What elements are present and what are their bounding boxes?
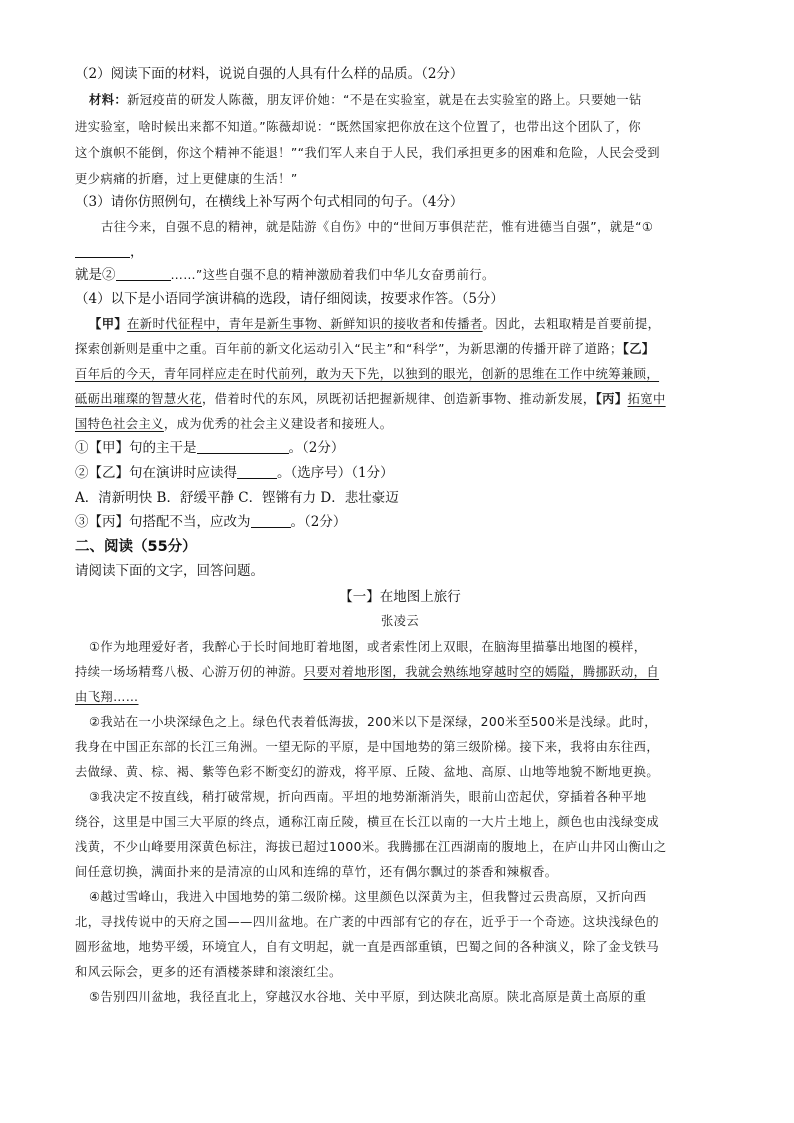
q4-question: （4）以下是小语同学演讲稿的选段，请仔细阅读，按要求作答。（5分）: [75, 291, 504, 307]
tag-yi: 【乙】: [622, 342, 655, 356]
sub3-prompt: ③【丙】句搭配不当，应改为: [75, 514, 251, 530]
sub1-score: 。（2分）: [288, 440, 345, 456]
sentence-bing: 拓宽中: [627, 392, 666, 406]
article-p4-line-4: 和风云际会，更多的还有酒楼茶肆和滚滚红尘。: [75, 965, 342, 979]
q3-line-3: [75, 265, 725, 285]
article-title: 【一】在地图上旅行: [339, 589, 461, 605]
material-text: 新冠疫苗的研发人陈薇，朋友评价她：“不是在实验室，就是在去实验室的路上。只要她一钻: [127, 93, 642, 107]
material-label: 材料：: [89, 93, 128, 107]
answer-blank-jia[interactable]: [197, 439, 289, 454]
answer-blank-yi[interactable]: [237, 464, 277, 479]
speech-text: 。因此，去粗取精是首要前提，: [482, 317, 661, 331]
sub1-prompt: ①【甲】句的主干是: [75, 440, 197, 456]
article-p4-line-2: 北，寻找传说中的天府之国——四川盆地。在广袤的中西部有它的存在，近乎于一个奇迹。这块浅绿色的: [75, 915, 660, 929]
sub2-score: 。（选序号）（1分）: [277, 465, 394, 481]
article-p3-line-2: 绕谷，这里是中国三大平原的终点，通称江南丘陵，横亘在长江以南的一大片土地上，颜色也由浅绿变成: [75, 815, 660, 829]
article-p2-line-2: 我身在中国正东部的长江三角洲。一望无际的平原，是中国地势的第三级阶梯。接下来，我将由东往西，: [75, 740, 660, 754]
section-heading: 二、阅读（55分）: [75, 539, 197, 555]
sub3-score: 。（2分）: [290, 514, 347, 530]
q3-line3-end: ……”这些自强不息的精神激励着我们中华儿女奋勇前行。: [170, 268, 495, 282]
sentence-bing-cont: 国特色社会主义: [75, 417, 164, 431]
article-p1-line-1: ①作为地理爱好者，我醉心于长时间地盯着地图，或者索性闭上双眼，在脑海里描摹出地图的模样，: [89, 640, 647, 654]
speech-text: ，成为优秀的社会主义建设者和接班人。: [163, 417, 393, 431]
article-p1-line-3: 由飞翔……: [75, 690, 139, 704]
q3-question: （3）请你仿照例句，在横线上补写两个句式相同的句子。（4分）: [75, 194, 464, 210]
q4-speech-line-4: [75, 389, 725, 409]
q4-sub-2: [75, 463, 725, 483]
q4-speech-line-1: [89, 314, 725, 334]
q4-sub-3: [75, 512, 725, 532]
article-p2-line-3: 去做绿、黄、棕、褐、紫等色彩不断变幻的游戏，将平原、丘陵、盆地、高原、山地等地貌不断地更换。: [75, 765, 660, 779]
article-p1-line-2: [75, 662, 725, 682]
q4-speech-line-2: [75, 339, 725, 359]
q4-options: A．清新明快 B．舒缓平静 C．铿锵有力 D．悲壮豪迈: [75, 490, 399, 506]
underlined-sentence: 只要对着地形图，我就会熟练地穿越时空的嫣隘，腾挪跃动，自: [303, 665, 660, 679]
q4-speech-line-5: [75, 414, 725, 434]
speech-text: ，借着时代的东风，夙既初话把握新规律、创造新事物、推动新发展，: [201, 392, 596, 406]
article-p3-line-3: 浅黄，不少山峰要用深黄色标注，海拔已超过1000米。我腾挪在江西湖南的腹地上，在庐山井冈山衡山之: [75, 840, 667, 854]
tag-jia: 【甲】: [89, 317, 128, 331]
q2-material-line-2: 进实验室，啥时候出来都不知道。”陈薇却说：“既然国家把你放在这个位置了，也带出这个团队了，你: [75, 120, 642, 134]
q2-material-line-4: 更少病痛的折磨，过上更健康的生活！”: [75, 172, 298, 186]
article-p3-line-1: ③我决定不按直线，稍打破常规，折向西南。平坦的地势渐渐消失，眼前山峦起伏，穿插着各种平地: [89, 790, 647, 804]
q3-blank-line: [75, 242, 725, 262]
q3-line3-start: 就是②: [75, 267, 116, 283]
answer-blank-bing[interactable]: [251, 513, 291, 528]
article-p5-line-1: ⑤告别四川盆地，我径直北上，穿越汉水谷地、关中平原，到达陕北高原。陕北高原是黄土高原的重: [89, 990, 647, 1004]
q2-question: （2）阅读下面的材料，说说自强的人具有什么样的品质。（2分）: [75, 66, 464, 82]
q4-sub-1: [75, 438, 725, 458]
article-author: 张凌云: [380, 614, 420, 628]
answer-blank-1[interactable]: [75, 243, 130, 258]
tag-bing: 【丙】: [595, 392, 628, 406]
article-p2-line-1: ②我站在一小块深绿色之上。绿色代表着低海拔，200米以下是深绿，200米至500米是浅绿。此时，: [89, 715, 657, 729]
answer-blank-2[interactable]: [116, 266, 171, 281]
article-text: 持续一场场精骛八极、心游万仞的神游。: [75, 665, 304, 679]
q2-material-line-1: [89, 90, 725, 110]
article-p3-line-4: 间任意切换，满面扑来的是清凉的山风和连绵的草竹，还有偶尔飘过的茶香和辣椒香。: [75, 865, 558, 879]
comma: ，: [130, 244, 144, 260]
q2-material-line-3: 这个旗帜不能倒，你这个精神不能退！”“我们军人来自于人民，我们承担更多的困难和危险，人民会受到: [75, 146, 660, 160]
sentence-jia: 在新时代征程中，青年是新生事物、新鲜知识的接收者和传播者: [127, 317, 483, 331]
speech-text: 探索创新则是重中之重。百年前的新文化运动引入“民主”和“科学”，为新思潮的传播开辟了道路；: [75, 342, 623, 356]
article-p4-line-3: 圆形盆地，地势平缓，环境宜人，自有文明起，就一直是西部重镇，巴蜀之间的各种演义，除了金戈铁马: [75, 940, 660, 954]
section-instruction: 请阅读下面的文字，回答问题。: [75, 563, 264, 579]
q3-example-line-1: 古往今来，自强不息的精神，就是陆游《自伤》中的“世间万事俱茫茫，惟有进德当自强”，就是“①: [101, 220, 654, 234]
sentence-yi-line-2: 砥砺出璀璨的智慧火花: [75, 392, 202, 406]
sentence-yi-line-1: 百年后的今天，青年同样应走在时代前列，敢为天下先，以独到的眼光，创新的思维在工作中统筹兼顾，: [75, 367, 660, 381]
sub2-prompt: ②【乙】句在演讲时应读得: [75, 465, 237, 481]
article-p4-line-1: ④越过雪峰山，我进入中国地势的第二级阶梯。这里颜色以深黄为主，但我瞥过云贵高原，又折向西: [89, 890, 647, 904]
